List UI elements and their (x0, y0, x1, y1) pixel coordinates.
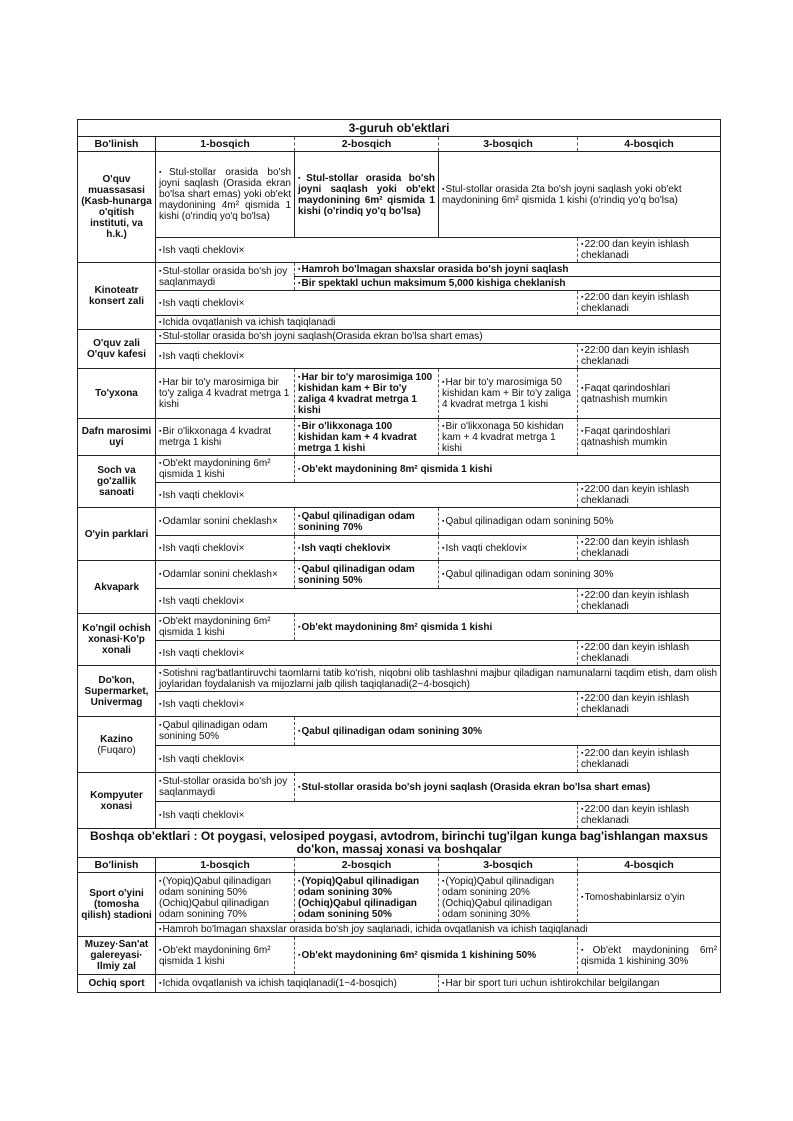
table-row (78, 773, 721, 802)
cell-work-hours (156, 641, 578, 666)
header-stage-4: 4-bosqich (578, 137, 721, 152)
cell-stage-1 (156, 263, 295, 291)
cell-text: Ish vaqti cheklovi× (162, 753, 245, 765)
cell-stage-2-4 (295, 456, 721, 483)
cell-text: 22:00 dan keyin ishlash cheklanadi (581, 642, 690, 664)
cell-text: Ish vaqti cheklovi× (162, 350, 245, 362)
cell-work-hours (156, 692, 578, 717)
cell-stage-1 (156, 508, 295, 536)
bullet-icon: ▪ (159, 246, 162, 254)
table-row (78, 923, 721, 937)
cell-all-stages (156, 666, 721, 692)
table-row (78, 873, 721, 923)
cell-stage-2 (295, 508, 439, 536)
cell-work-hours-2 (295, 536, 439, 561)
cell-text: Bir o'likxonaga 50 kishidan kam + 4 kvadrat metrga 1 kishi (442, 420, 564, 454)
bullet-icon: ▪ (159, 877, 162, 885)
table-row (78, 561, 721, 589)
bullet-icon: ▪ (298, 783, 301, 791)
table-row (78, 802, 721, 829)
bullet-icon: ▪ (159, 946, 162, 954)
bullet-icon: ▪ (159, 333, 162, 340)
bullet-icon: ▪ (159, 460, 162, 467)
cell-text: 22:00 dan keyin ishlash cheklanadi (581, 804, 690, 826)
bullet-icon: ▪ (159, 319, 162, 326)
table-row (78, 746, 721, 773)
cell-text: Stul-stollar orasida bo'sh joyni saqlash(Orasida ekran bo'lsa shart emas) (162, 331, 483, 342)
bullet-icon: ▪ (159, 299, 162, 307)
table-row (78, 238, 721, 263)
category-name (78, 717, 156, 773)
cell-text: Stul-stollar orasida bo'sh joy saqlanmaydi (159, 265, 288, 288)
table-row (78, 536, 721, 561)
bullet-icon: ▪ (159, 169, 168, 176)
bullet-icon: ▪ (581, 428, 584, 435)
cell-stage-2 (295, 419, 439, 456)
cell-text: Ish vaqti cheklovi× (162, 297, 245, 309)
title-row (78, 120, 721, 137)
cell-stage-4 (578, 873, 721, 923)
cell-text: Har bir to'y marosimiga bir to'y zaliga 4 kvadrat metrga 1 kishi (159, 377, 290, 410)
cell-work-hours (156, 344, 578, 369)
cell-text: Ish vaqti cheklovi× (162, 595, 245, 607)
cell-stage-4-work (578, 589, 721, 614)
bullet-icon: ▪ (159, 428, 162, 435)
cell-text: Ob'ekt maydonining 8m² qismida 1 kishi (301, 463, 493, 475)
bullet-icon: ▪ (442, 422, 445, 430)
bullet-icon: ▪ (298, 280, 301, 287)
category-name: Kinoteatr konsert zali (78, 263, 156, 330)
cell-text: Ish vaqti cheklovi× (162, 809, 245, 821)
table-row (78, 508, 721, 536)
cell-text: Hamroh bo'lmagan shaxslar orasida bo'sh joyni saqlash (301, 264, 569, 275)
cell-text: Qabul qilinadigan odam sonining 70% (298, 510, 415, 533)
table-row (78, 483, 721, 508)
bullet-icon: ▪ (298, 512, 301, 520)
cell-text: 22:00 dan keyin ishlash cheklanadi (581, 537, 690, 559)
cell-text: Bir o'likxonaga 4 kvadrat metrga 1 kishi (159, 426, 272, 448)
cell-stage-3 (439, 419, 578, 456)
bullet-icon: ▪ (298, 565, 301, 573)
category-name: Ko'ngil ochish xonasi·Ko'p xonali (78, 614, 156, 666)
cell-stage-4 (578, 419, 721, 456)
category-name: Ochiq sport (78, 975, 156, 993)
cell-stage-3-4 (439, 152, 721, 238)
cell-text: Ichida ovqatlanish va ichish taqiqlanadi (162, 317, 336, 328)
bullet-icon: ▪ (298, 877, 301, 885)
cell-all-stages (156, 316, 721, 330)
bullet-icon: ▪ (298, 174, 306, 182)
bullet-icon: ▪ (159, 926, 162, 933)
header-stage-3: 3-bosqich (439, 858, 578, 873)
cell-stage-2 (295, 873, 439, 923)
bullet-icon: ▪ (581, 894, 584, 901)
bullet-icon: ▪ (581, 750, 584, 757)
bullet-icon: ▪ (159, 491, 162, 499)
cell-work-hours (156, 802, 578, 829)
cell-text: Ish vaqti cheklovi× (162, 489, 245, 501)
bullet-icon: ▪ (159, 597, 162, 605)
cell-text: Ichida ovqatlanish va ichish taqiqlanadi(1~4-bosqich) (162, 978, 397, 989)
bullet-icon: ▪ (159, 379, 162, 386)
table-row (78, 717, 721, 746)
cell-text: Qabul qilinadigan odam sonining 50% (298, 563, 415, 586)
cell-text: (Yopiq)Qabul qilinadigan odam sonining 50% (Ochiq)Qabul qilinadigan odam sonining 70% (159, 875, 272, 920)
bullet-icon: ▪ (442, 571, 445, 578)
bullet-icon: ▪ (159, 518, 162, 525)
bullet-icon: ▪ (159, 669, 162, 677)
category-name: O'yin parklari (78, 508, 156, 561)
category-name: Dafn marosimi uyi (78, 419, 156, 456)
cell-text: Har bir sport turi uchun ishtirokchilar belgilangan (445, 978, 660, 989)
bullet-icon: ▪ (298, 373, 301, 381)
table-title: 3-guruh ob'ektlari (78, 120, 721, 137)
bullet-icon: ▪ (159, 267, 162, 275)
bullet-icon: ▪ (581, 592, 584, 599)
cell-stage-3 (439, 873, 578, 923)
cell-text: Har bir to'y marosimiga 50 kishidan kam + Bir to'y zaliga 4 kvadrat metrga 1 kishi (442, 377, 571, 410)
cell-text: Stul-stollar orasida bo'sh joy saqlanmaydi (159, 776, 288, 798)
bullet-icon: ▪ (159, 811, 162, 819)
cell-text: Faqat qarindoshlari qatnashish mumkin (581, 426, 671, 448)
cell-text: Ob'ekt maydonining 6m² qismida 1 kishi (159, 944, 271, 967)
bullet-icon: ▪ (442, 518, 445, 525)
cell-text: (Yopiq)Qabul qilinadigan odam sonining 20% (Ochiq)Qabul qilinadigan odam sonining 30% (442, 875, 555, 920)
cell-text: Sotishni rag'batlantiruvchi taomlarni tatib ko'rish, niqobni olib tashlashni majbur qiladigan namunalarni taqdim etish, dam olish joylaridan foydalanish va mijozlarni jalb qilish taqiqlanadi(2~4-bosqich) (159, 667, 718, 690)
cell-text: 22:00 dan keyin ishlash cheklanadi (581, 748, 690, 770)
section-title-row (78, 829, 721, 858)
cell-text: Bir spektakl uchun maksimum 5,000 kishiga cheklanish (301, 278, 566, 289)
cell-work-hours-1 (156, 536, 295, 561)
cell-text: 22:00 dan keyin ishlash cheklanadi (581, 484, 690, 506)
bullet-icon: ▪ (581, 347, 584, 354)
cell-text: 22:00 dan keyin ishlash cheklanadi (581, 590, 690, 612)
bullet-icon: ▪ (581, 294, 584, 301)
header-stage-2: 2-bosqich (295, 137, 439, 152)
table-row (78, 419, 721, 456)
cell-text: Ish vaqti cheklovi× (162, 542, 245, 554)
bullet-icon: ▪ (159, 778, 162, 785)
cell-stage-1 (156, 614, 295, 641)
table-row (78, 316, 721, 330)
cell-stage-3-4 (439, 561, 721, 589)
cell-stage-2-4 (295, 717, 721, 746)
bullet-icon: ▪ (581, 946, 592, 954)
cell-stage-2-3 (295, 937, 578, 975)
bullet-icon: ▪ (442, 185, 445, 193)
cell-text: Faqat qarindoshlari qatnashish mumkin (581, 382, 671, 405)
table-row (78, 589, 721, 614)
cell-stage-4-work (578, 238, 721, 263)
category-name: O'quv zali O'quv kafesi (78, 330, 156, 369)
cell-work-hours-3 (439, 536, 578, 561)
cell-text: Bir o'likxonaga 100 kishidan kam + 4 kvadrat metrga 1 kishi (298, 420, 417, 454)
bullet-icon: ▪ (442, 877, 445, 885)
table-row (78, 666, 721, 692)
cell-stage-2-4 (295, 773, 721, 802)
cell-work-hours (156, 291, 578, 316)
header-stage-2: 2-bosqich (295, 858, 439, 873)
cell-text: Qabul qilinadigan odam sonining 30% (445, 569, 614, 580)
cell-stage-4-work (578, 692, 721, 717)
cell-stage-3-4 (439, 975, 721, 993)
cell-stage-1 (156, 152, 295, 238)
bullet-icon: ▪ (581, 486, 584, 493)
category-name: Do'kon, Supermarket, Univermag (78, 666, 156, 717)
bullet-icon: ▪ (159, 649, 162, 657)
cell-text: Ish vaqti cheklovi× (445, 542, 528, 554)
cell-text: Stul-stollar orasida bo'sh joyni saqlash (Orasida ekran bo'lsa shart emas) (301, 781, 651, 793)
cell-text: Stul-stollar orasida bo'sh joyni saqlash yoki ob'ekt maydonining 6m² qismida 1 kishi (o'rindiq yo'q bo'lsa) (298, 172, 436, 217)
bullet-icon: ▪ (581, 806, 584, 813)
cell-stage-3 (439, 369, 578, 419)
cell-all-stages (156, 923, 721, 937)
bullet-icon: ▪ (442, 544, 445, 552)
bullet-icon: ▪ (298, 465, 301, 473)
section-title: Boshqa ob'ektlari : Ot poygasi, velosiped poygasi, avtodrom, birinchi tug'ilgan kunga bag'ishlangan maxsus do'kon, massaj xonasi va boshqalar (78, 829, 721, 858)
category-name: Akvapark (78, 561, 156, 614)
header-division: Bo'linish (78, 137, 156, 152)
cell-stage-4-work (578, 344, 721, 369)
cell-stage-2-4 (295, 263, 721, 277)
table-row (78, 641, 721, 666)
bullet-icon: ▪ (581, 695, 584, 702)
cell-text: Qabul qilinadigan odam sonining 30% (301, 725, 483, 737)
restrictions-table (77, 119, 721, 993)
header-stage-4: 4-bosqich (578, 858, 721, 873)
table-row (78, 344, 721, 369)
cell-text: Qabul qilinadigan odam sonining 50% (445, 516, 614, 527)
bullet-icon: ▪ (298, 266, 301, 273)
cell-stage-1 (156, 419, 295, 456)
table-row (78, 369, 721, 419)
cell-text: 22:00 dan keyin ishlash cheklanadi (581, 239, 690, 261)
bullet-icon: ▪ (159, 700, 162, 708)
category-name: Soch va go'zallik sanoati (78, 456, 156, 508)
cell-stage-1 (156, 873, 295, 923)
category-name: O'quv muassasasi (Kasb-hunarga o'qitish instituti, va h.k.) (78, 152, 156, 263)
table-row (78, 330, 721, 344)
bullet-icon: ▪ (298, 544, 301, 552)
bullet-icon: ▪ (581, 384, 584, 392)
cell-stage-2-4 (295, 614, 721, 641)
bullet-icon: ▪ (159, 618, 162, 625)
table-row (78, 692, 721, 717)
cell-stage-2 (295, 152, 439, 238)
cell-work-hours (156, 238, 578, 263)
bullet-icon: ▪ (298, 727, 301, 735)
header-stage-1: 1-bosqich (156, 858, 295, 873)
table-row (78, 291, 721, 316)
cell-stage-4-work (578, 536, 721, 561)
table-row (78, 152, 721, 238)
cell-work-hours (156, 589, 578, 614)
bullet-icon: ▪ (159, 544, 162, 552)
cell-text: Stul-stollar orasida bo'sh joyni saqlash (Orasida ekran bo'lsa shart emas) yoki ob'ekt maydonining 4m² qismida 1 kishi (o'rindiq yo'q bo'lsa) (159, 167, 292, 222)
bullet-icon: ▪ (581, 644, 584, 651)
cell-text: Ob'ekt maydonining 6m² qismida 1 kishi (159, 458, 271, 480)
header-stage-1: 1-bosqich (156, 137, 295, 152)
cell-stage-4-work (578, 641, 721, 666)
cell-stage-1-3 (156, 975, 439, 993)
cell-stage-1 (156, 937, 295, 975)
category-title: Kazino (100, 733, 133, 745)
cell-text: Har bir to'y marosimiga 100 kishidan kam + Bir to'y zaliga 4 kvadrat metrga 1 kishi (298, 371, 433, 416)
bullet-icon: ▪ (442, 379, 445, 386)
category-subtitle: (Fuqaro) (97, 744, 136, 756)
cell-stage-1 (156, 561, 295, 589)
cell-stage-2 (295, 369, 439, 419)
header-stage-3: 3-bosqich (439, 137, 578, 152)
category-name: To'yxona (78, 369, 156, 419)
cell-stage-1 (156, 369, 295, 419)
bullet-icon: ▪ (159, 722, 162, 729)
bullet-icon: ▪ (298, 422, 301, 430)
cell-stage-4-work (578, 483, 721, 508)
bullet-icon: ▪ (159, 571, 162, 578)
cell-stage-2-4 (295, 277, 721, 291)
header-row (78, 858, 721, 873)
cell-stage-3-4 (439, 508, 721, 536)
cell-text: 22:00 dan keyin ishlash cheklanadi (581, 345, 690, 367)
cell-stage-4-work (578, 291, 721, 316)
cell-text: Stul-stollar orasida 2ta bo'sh joyni saqlash yoki ob'ekt maydonining 6m² qismida 1 kishi (o'rindiq yo'q bo'lsa) (442, 183, 682, 206)
bullet-icon: ▪ (581, 241, 584, 248)
cell-stage-4 (578, 937, 721, 975)
bullet-icon: ▪ (581, 539, 584, 546)
bullet-icon: ▪ (298, 952, 301, 959)
bullet-icon: ▪ (159, 755, 162, 763)
cell-text: Ob'ekt maydonining 6m² qismida 1 kishi (159, 616, 271, 638)
cell-text: Tomoshabinlarsiz o'yin (584, 892, 685, 903)
cell-text: 22:00 dan keyin ishlash cheklanadi (581, 292, 690, 314)
cell-text: Ob'ekt maydonining 8m² qismida 1 kishi (301, 621, 493, 633)
cell-text: Qabul qilinadigan odam sonining 50% (159, 720, 268, 742)
cell-work-hours (156, 483, 578, 508)
cell-stage-1 (156, 717, 295, 746)
cell-stage-2 (295, 561, 439, 589)
bullet-icon: ▪ (442, 980, 445, 987)
cell-stage-4-work (578, 802, 721, 829)
cell-stage-1 (156, 456, 295, 483)
cell-stage-4 (578, 369, 721, 419)
cell-text: Odamlar sonini cheklash× (162, 516, 278, 527)
cell-text: Odamlar sonini cheklash× (162, 569, 278, 580)
cell-text: Hamroh bo'lmagan shaxslar orasida bo'sh joy saqlanadi, ichida ovqatlanish va ichish taqiqlanadi (162, 924, 588, 935)
bullet-icon: ▪ (159, 352, 162, 360)
cell-text: Ish vaqti cheklovi× (162, 244, 245, 256)
cell-text: Ish vaqti cheklovi× (301, 542, 391, 554)
cell-text: Ish vaqti cheklovi× (162, 698, 245, 710)
bullet-icon: ▪ (159, 980, 162, 987)
cell-text: Ob'ekt maydonining 6m² qismida 1 kishining 30% (581, 944, 718, 967)
table-row (78, 614, 721, 641)
cell-text: Ish vaqti cheklovi× (162, 647, 245, 659)
cell-work-hours (156, 746, 578, 773)
header-division: Bo'linish (78, 858, 156, 873)
table-row (78, 937, 721, 975)
cell-stage-1 (156, 773, 295, 802)
cell-text: Ob'ekt maydonining 6m² qismida 1 kishining 50% (301, 950, 537, 961)
cell-stage-4-work (578, 746, 721, 773)
table-row (78, 263, 721, 277)
category-name: Sport o'yini (tomosha qilish) stadioni (78, 873, 156, 937)
header-row (78, 137, 721, 152)
category-name: Kompyuter xonasi (78, 773, 156, 829)
cell-text: (Yopiq)Qabul qilinadigan odam sonining 30% (Ochiq)Qabul qilinadigan odam sonining 50% (298, 875, 420, 920)
table-row (78, 456, 721, 483)
table-row (78, 975, 721, 993)
bullet-icon: ▪ (298, 623, 301, 631)
category-name: Muzey·San'at galereyasi· Ilmiy zal (78, 937, 156, 975)
cell-all-stages (156, 330, 721, 344)
cell-text: 22:00 dan keyin ishlash cheklanadi (581, 693, 690, 715)
